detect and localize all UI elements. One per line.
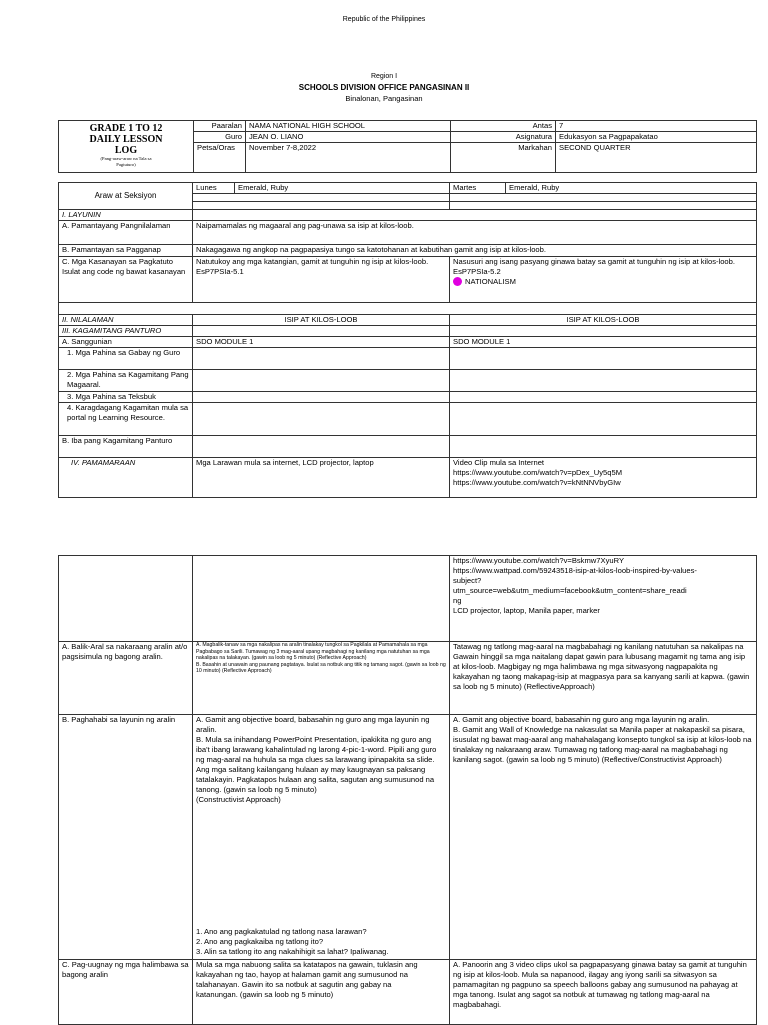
paghahabi-tuesday: A. Gamit ang objective board, babasahin ng guro ang mga layunin ng aralin. B. Gamit ang Wall of Knowledge na nakasulat sa Manila paper at nakapaskil sa pisara, isusulat ng bawat mag-aaral ang mahahalagang konsepto tungkol sa isip at kilos-loob na tinalakay ng nakaraang araw. Tumawag ng tatlong mag-aaral na magbabahagi ng kanilang sagot. (gawin sa loob ng 5 minuto) (Reflective/Constructivist Approach) xyxy=(450,715,757,960)
petsa-value: November 7-8,2022 xyxy=(246,143,451,173)
nilalaman-tuesday: ISIP AT KILOS-LOOB xyxy=(450,315,757,326)
blank-cell xyxy=(59,556,193,642)
nilalaman-monday: ISIP AT KILOS-LOOB xyxy=(193,315,450,326)
nationalism-badge xyxy=(453,277,753,287)
blank-cell xyxy=(193,210,757,221)
blank-cell xyxy=(193,194,450,202)
petsa-label: Petsa/Oras xyxy=(194,143,246,173)
pamamaraan-tuesday: Video Clip mula sa Internet https://www.youtube.com/watch?v=pDex_Uy5q5M https://www.youtube.com/watch?v=kNtNNVbyGIw xyxy=(450,458,757,498)
section-tuesday: Emerald, Ruby xyxy=(506,183,757,194)
blank-cell xyxy=(193,556,450,642)
pamantayan-pagganap-label: B. Pamantayan sa Pagganap xyxy=(59,245,193,257)
balik-aral-label: A. Balik-Aral sa nakaraang aralin at/o pagsisimula ng bagong aralin. xyxy=(59,642,193,715)
sanggunian-tuesday: SDO MODULE 1 xyxy=(450,337,757,348)
day-tuesday: Martes xyxy=(450,183,506,194)
kasanayan-label: C. Mga Kasanayan sa Pagkatuto Isulat ang code ng bawat kasanayan xyxy=(59,257,193,303)
paaralan-value: NAMA NATIONAL HIGH SCHOOL xyxy=(246,121,451,132)
gabay-guro-label: 1. Mga Pahina sa Gabay ng Guro xyxy=(59,348,193,370)
location-header: Binalonan, Pangasinan xyxy=(345,94,423,103)
blank-cell xyxy=(193,326,450,337)
guro-value: JEAN O. LIANO xyxy=(246,132,451,143)
layunin-label: I. LAYUNIN xyxy=(59,210,193,221)
section-monday: Emerald, Ruby xyxy=(235,183,450,194)
pag-uugnay-tuesday: A. Panoorin ang 3 video clips ukol sa pagpapasyang ginawa batay sa gamit at tunguhin ng isip at kilos-loob. Mula sa napanood, ilagay ang iyong sarili sa sitwasyon sa pamamagitan ng pagpuno sa speech balloons gabay ang sumusunod na pahayag at mga tanong. Isulat ang sagot sa notbuk at tumawag ng tatlong mag-aaral na magbabahagi. xyxy=(450,960,757,1025)
blank-cell xyxy=(450,326,757,337)
teksbuk-label: 3. Mga Pahina sa Teksbuk xyxy=(59,392,193,403)
pamamaraan-monday: Mga Larawan mula sa internet, LCD projector, laptop xyxy=(193,458,450,498)
paaralan-label: Paaralan xyxy=(194,121,246,132)
asignatura-value: Edukasyon sa Pagpapakatao xyxy=(556,132,757,143)
pamantayang-pangnilalaman-value: Naipamamalas ng magaaral ang pag-unawa sa isip at kilos-loob. xyxy=(193,221,757,245)
araw-seksiyon-label: Araw at Seksiyon xyxy=(59,183,193,210)
blank-cell xyxy=(193,436,450,458)
lesson-table-2 xyxy=(58,555,757,1025)
asignatura-label: Asignatura xyxy=(451,132,556,143)
division-header: SCHOOLS DIVISION OFFICE PANGASINAN II xyxy=(298,83,470,92)
sanggunian-label: A. Sanggunian xyxy=(59,337,193,348)
info-table xyxy=(58,120,757,173)
blank-cell xyxy=(193,392,450,403)
blank-cell xyxy=(450,194,757,202)
nationalism-label: NATIONALISM xyxy=(465,277,516,286)
antas-value: 7 xyxy=(556,121,757,132)
blank-cell xyxy=(450,348,757,370)
nilalaman-label: II. NILALAMAN xyxy=(59,315,193,326)
karagdagang-kagamitan-label: 4. Karagdagang Kagamitan mula sa portal ng Learning Resource. xyxy=(59,403,193,436)
blank-cell xyxy=(450,370,757,392)
blank-cell xyxy=(193,348,450,370)
balik-aral-tuesday: Tatawag ng tatlong mag-aaral na magbabahagi ng kanilang natutuhan sa nakalipas na Gawain hinggil sa mga naitalang dapat gawin para lubusang magamit ng tama ang isip at kilos-loob. Magbigay ng mga halimbawa ng mga sitwasyong nagpapakita ng kakayahan ng taong makapag-isip at magpasya para sa kanyang sarili at kapwa. (gawin sa loob ng 5 minuto) (ReflectiveApproach) xyxy=(450,642,757,715)
blank-cell xyxy=(450,403,757,436)
pamamaraan-label: IV. PAMAMARAAN xyxy=(59,458,193,498)
paghahabi-monday-questions: 1. Ano ang pagkakatulad ng tatlong nasa larawan? 2. Ano ang pagkakaiba ng tatlong ito? 3. Alin sa tatlong ito ang nakahihigit sa lahat? Ipaliwanag. xyxy=(196,927,389,956)
blank-cell xyxy=(450,436,757,458)
dll-title: GRADE 1 TO 12 DAILY LESSON LOG xyxy=(89,123,163,156)
blank-cell xyxy=(193,403,450,436)
markahan-label: Markahan xyxy=(451,143,556,173)
guro-label: Guro xyxy=(194,132,246,143)
kasanayan-tuesday: Nasusuri ang isang pasyang ginawa batay sa gamit at tunguhin ng isip at kilos-loob. EsP7PSIa-5.2 xyxy=(453,257,735,276)
kagamitang-magaaral-label: 2. Mga Pahina sa Kagamitang Pang Magaaral. xyxy=(59,370,193,392)
pamantayan-pagganap-value: Nakagagawa ng angkop na pagpapasiya tungo sa katotohanan at kabutihan gamit ang isip at kilos-loob. xyxy=(193,245,757,257)
paghahabi-monday: A. Gamit ang objective board, babasahin ng guro ang mga layunin ng aralin. B. Mula sa inihandang PowerPoint Presentation, ipakikita ng guro ang iba't ibang larawang kahalintulad ng larong 4-pic-1-word. Pipili ang guro ng mag-aaral na huhula sa mga clues sa larawang ipinapakita sa slide. Ang mga salitang kailangang hulaan ay may kaugnayan sa paksang tatalakayin. Pagkatapos hulaan ang salita, sagutan ang sumusunod na tanong. (gawin sa loob ng 5 minuto) (Constructivist Approach) xyxy=(196,715,437,804)
region-header: Region I xyxy=(370,73,398,80)
pag-uugnay-label: C. Pag-uugnay ng mga halimbawa sa bagong aralin xyxy=(59,960,193,1025)
dll-subtitle: (Pang-araw-araw na Tala sa Pagtuturo) xyxy=(100,156,152,167)
blank-row xyxy=(59,303,757,315)
blank-cell xyxy=(450,392,757,403)
kasanayan-tuesday-cell xyxy=(450,257,757,303)
antas-label: Antas xyxy=(451,121,556,132)
pamantayang-pangnilalaman-label: A. Pamantayang Pangnilalaman xyxy=(59,221,193,245)
blank-cell xyxy=(450,202,757,210)
dll-title-cell xyxy=(59,121,194,173)
paghahabi-label: B. Paghahabi sa layunin ng aralin xyxy=(59,715,193,960)
markahan-value: SECOND QUARTER xyxy=(556,143,757,173)
materials-continuation: https://www.youtube.com/watch?v=Bskmw7XyuRY https://www.wattpad.com/59243518-isip-at-kilos-loob-inspired-by-values- subject? utm_source=web&utm_medium=facebook&utm_content=share_readi ng LCD projector, laptop, Manila paper, marker xyxy=(450,556,757,642)
iba-pang-kagamitan-label: B. Iba pang Kagamitang Panturo xyxy=(59,436,193,458)
sanggunian-monday: SDO MODULE 1 xyxy=(193,337,450,348)
blank-cell xyxy=(193,202,450,210)
paghahabi-monday-cell xyxy=(193,715,450,960)
bullet-dot-icon xyxy=(453,277,462,286)
balik-aral-monday: A. Magbalik-tanaw sa mga nakalipas na aralin tinalakay tungkol sa Pagkilala at Pamamahala sa mga Pagbabago sa Sarili. Tumawag ng 3 mag-aaral upang magbahagi ng kanilang mga natutuhan sa mga nakalipas na talakayan. (gawin sa loob ng 5 minuto) (Reflective Approach) B. Basahin at unawain ang paunang pagtataya. Isulat sa notbuk ang titik ng tamang sagot. (gawin sa loob ng 10 minuto) (Reflective Approach) xyxy=(193,642,450,715)
kagamitan-label: III. KAGAMITANG PANTURO xyxy=(59,326,193,337)
day-monday: Lunes xyxy=(193,183,235,194)
republic-header: Republic of the Philippines xyxy=(342,16,426,23)
lesson-table-1 xyxy=(58,182,757,498)
kasanayan-monday: Natutukoy ang mga katangian, gamit at tunguhin ng isip at kilos-loob. EsP7PSIa-5.1 xyxy=(193,257,450,303)
pag-uugnay-monday: Mula sa mga nabuong salita sa katatapos na gawain, tuklasin ang kakayahan ng tao, hayop at halaman gamit ang sumusunod na talahanayan. Gawin ito sa notbuk at sagutin ang gabay na katanungan. (gawin sa loob ng 5 minuto) xyxy=(193,960,450,1025)
blank-cell xyxy=(193,370,450,392)
